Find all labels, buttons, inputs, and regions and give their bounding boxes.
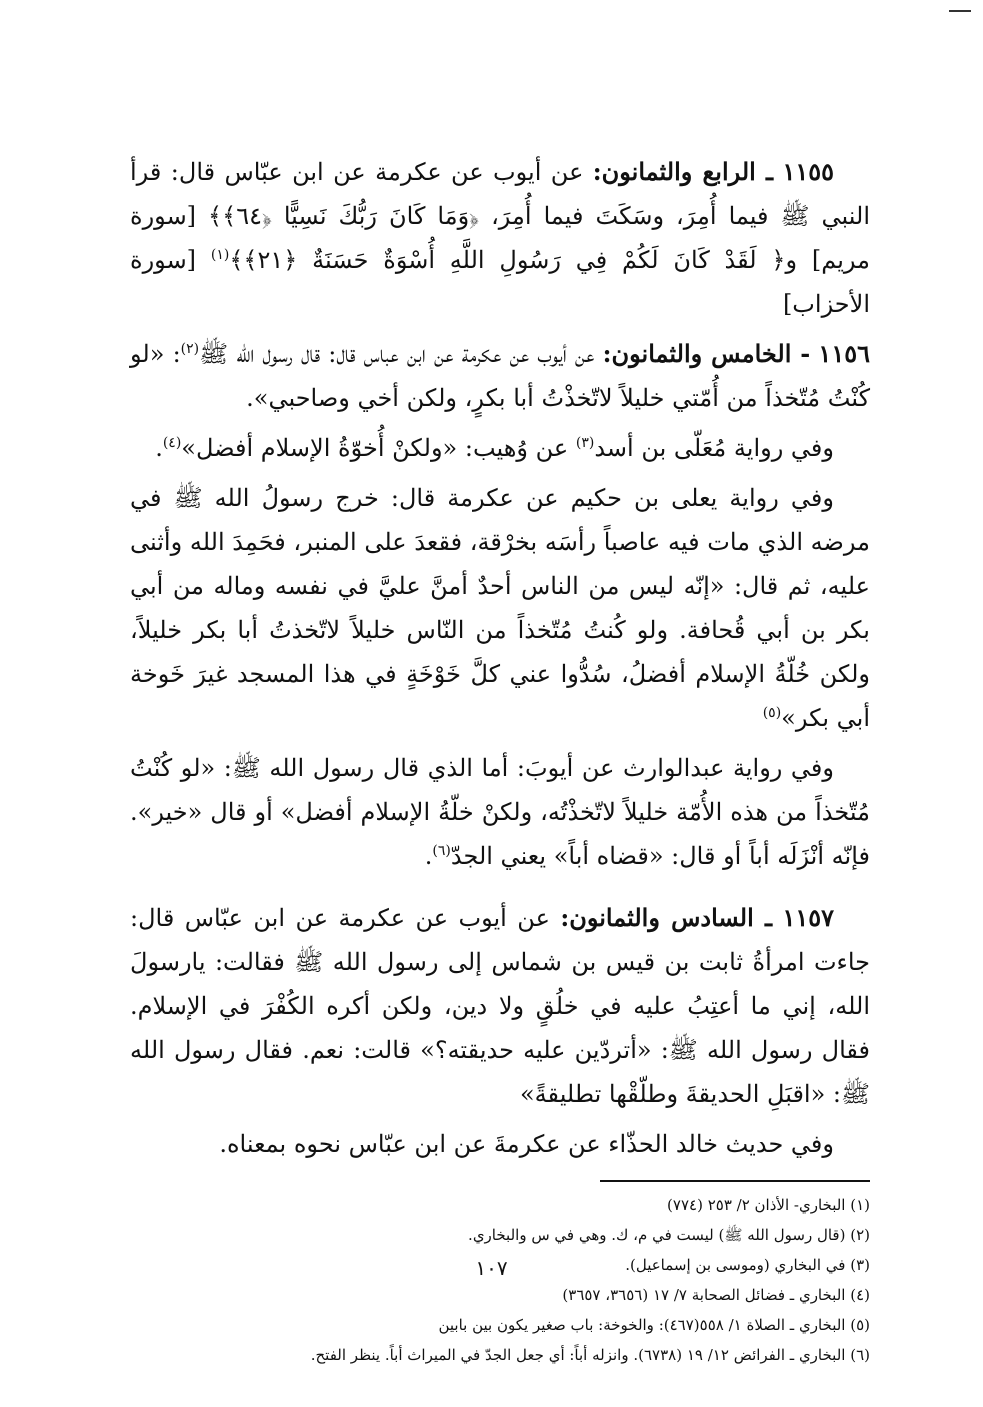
hadith-text-tail: : «لو كُنْتُ مُتّخذاً من أُمّتي خليلاً لاتّخذْتُ أبا بكرٍ، ولكن أخي وصاحبي». xyxy=(130,340,870,412)
riwaya-final xyxy=(130,1122,870,1166)
page-body xyxy=(130,150,870,1370)
riwaya-2 xyxy=(130,476,870,740)
riwaya-text: وفي حديث خالد الحذّاء عن عكرمةَ عن ابن عبّاس نحوه بمعناه. xyxy=(219,1130,834,1158)
footnote-ref: (٣) xyxy=(575,435,595,451)
hadith-1157 xyxy=(130,896,870,1116)
riwaya-end: . xyxy=(424,842,433,870)
riwaya-tail: عن وُهيب: «ولكنْ أُخوّةُ الإسلام أفضل» xyxy=(181,434,576,462)
footnote-2: (٢) (قال رسول الله ﷺ) ليست في م، ك. وهي في س والبخاري. xyxy=(468,1226,870,1244)
hadith-1156 xyxy=(130,332,870,420)
footnote-divider xyxy=(600,1180,870,1182)
footnote-5: (٥) البخاري ـ الصلاة ١/ ٥٥٨(٤٦٧): والخوخة: باب صغير يكون بين بابين xyxy=(438,1316,870,1334)
riwaya-text: وفي رواية مُعَلّى بن أسد xyxy=(594,434,834,462)
riwaya-end: . xyxy=(155,434,163,462)
hadith-heading: - الخامس والثمانون: xyxy=(602,339,811,368)
hadith-number: ١١٥٥ xyxy=(782,157,834,186)
footnote-ref: (٤) xyxy=(162,435,182,451)
footnote-ref: (٢) xyxy=(180,341,200,357)
hadith-heading: ـ السادس والثمانون: xyxy=(560,903,772,932)
footnote-1: (١) البخاري- الأذان ٢/ ٢٥٣ (٧٧٤) xyxy=(667,1196,870,1214)
hadith-number: ١١٥٧ xyxy=(782,903,834,932)
footnote-ref: (٦) xyxy=(432,843,451,859)
footnotes xyxy=(130,1190,870,1370)
footnote-4: (٤) البخاري ـ فضائل الصحابة ٧/ ١٧ (٣٦٥٦، ٣٦٥٧) xyxy=(562,1286,870,1304)
riwaya-text: وفي رواية يعلى بن حكيم عن عكرمة قال: خرج رسولُ الله ﷺ في مرضه الذي مات فيه عاصباً رأسَه بخرْقة، فقعدَ على المنبر، فحَمِدَ الله وأثنى عليه، ثم قال: «إنّه ليس من الناس أحدٌ أمنَّ عليَّ في نفسه وماله من أبي بكر بن أبي قُحافة. ولو كُنتُ مُتّخذاً من النّاس خليلاً لاتّخذتُ أبا بكر خليلاً، ولكن خُلّةُ الإسلام أفضلُ، سُدُّوا عني كلَّ خَوْخَةٍ في هذا المسجد غيرَ خَوخة أبي بكر» xyxy=(130,484,870,732)
footnote-ref: (١) xyxy=(210,247,230,263)
riwaya-1 xyxy=(130,426,870,470)
footnote-6: (٦) البخاري ـ الفرائض ١٢/ ١٩ (٦٧٣٨). وانزله أباً: أي جعل الجدّ في الميراث أباً. ينظر الفتح. xyxy=(310,1346,870,1364)
hadith-number: ١١٥٦ xyxy=(818,339,870,368)
hadith-text-tail: [سورة الأحزاب] xyxy=(130,246,870,318)
hadith-text: عن أيوب عن عكرمة عن ابن عبّاس قال: جاءت امرأةُ ثابت بن قيس بن شماس إلى رسول الله ﷺ فقالت: يارسولَ الله، إني ما أعتِبُ عليه في خلُقٍ ولا دين، ولكن أكره الكُفْرَ في الإسلام. فقال رسول الله ﷺ: «أتردّين عليه حديقته؟» قالت: نعم. فقال رسول الله ﷺ: «اقبَلِ الحديقةَ وطلّقْها تطليقةً» xyxy=(130,904,870,1108)
hadith-text: عن أيوب عن عكرمة عن ابن عبّاس قال: قرأ النبي ﷺ فيما أُمِرَ، وسَكَتَ فيما أُمِرَ، ﴿وَمَا كَانَ رَبُّكَ نَسِيًّا ﴿٦٤﴾﴾ [سورة مريم] و﴿ لَقَدْ كَانَ لَكُمْ فِي رَسُولِ اللَّهِ أُسْوَةٌ حَسَنَةٌ ﴿٢١﴾﴾ xyxy=(130,158,870,274)
footnote-ref: (٥) xyxy=(762,705,782,721)
hadith-heading: ـ الرابع والثمانون: xyxy=(592,157,774,186)
hadith-text: عن أيوب عن عكرمة عن ابن عباس قال: قال رسول الله ﷺ xyxy=(199,340,603,368)
riwaya-3 xyxy=(130,746,870,878)
corner-mark xyxy=(949,10,971,12)
footnote-3: (٣) في البخاري (وموسى بن إسماعيل). xyxy=(625,1256,870,1274)
page-number: ١٠٧ xyxy=(475,1256,508,1280)
riwaya-text: وفي رواية عبدالوارث عن أيوبَ: أما الذي قال رسول الله ﷺ: «لو كُنْتُ مُتّخذاً من هذه الأُمّة خليلاً لاتّخذْتُه، ولكنْ خلّةُ الإسلام أفضل» أو قال «خير». فإنّه أنْزَلَه أباً أو قال: «قضاه أباً» يعني الجدّ xyxy=(130,754,870,870)
hadith-1155 xyxy=(130,150,870,326)
